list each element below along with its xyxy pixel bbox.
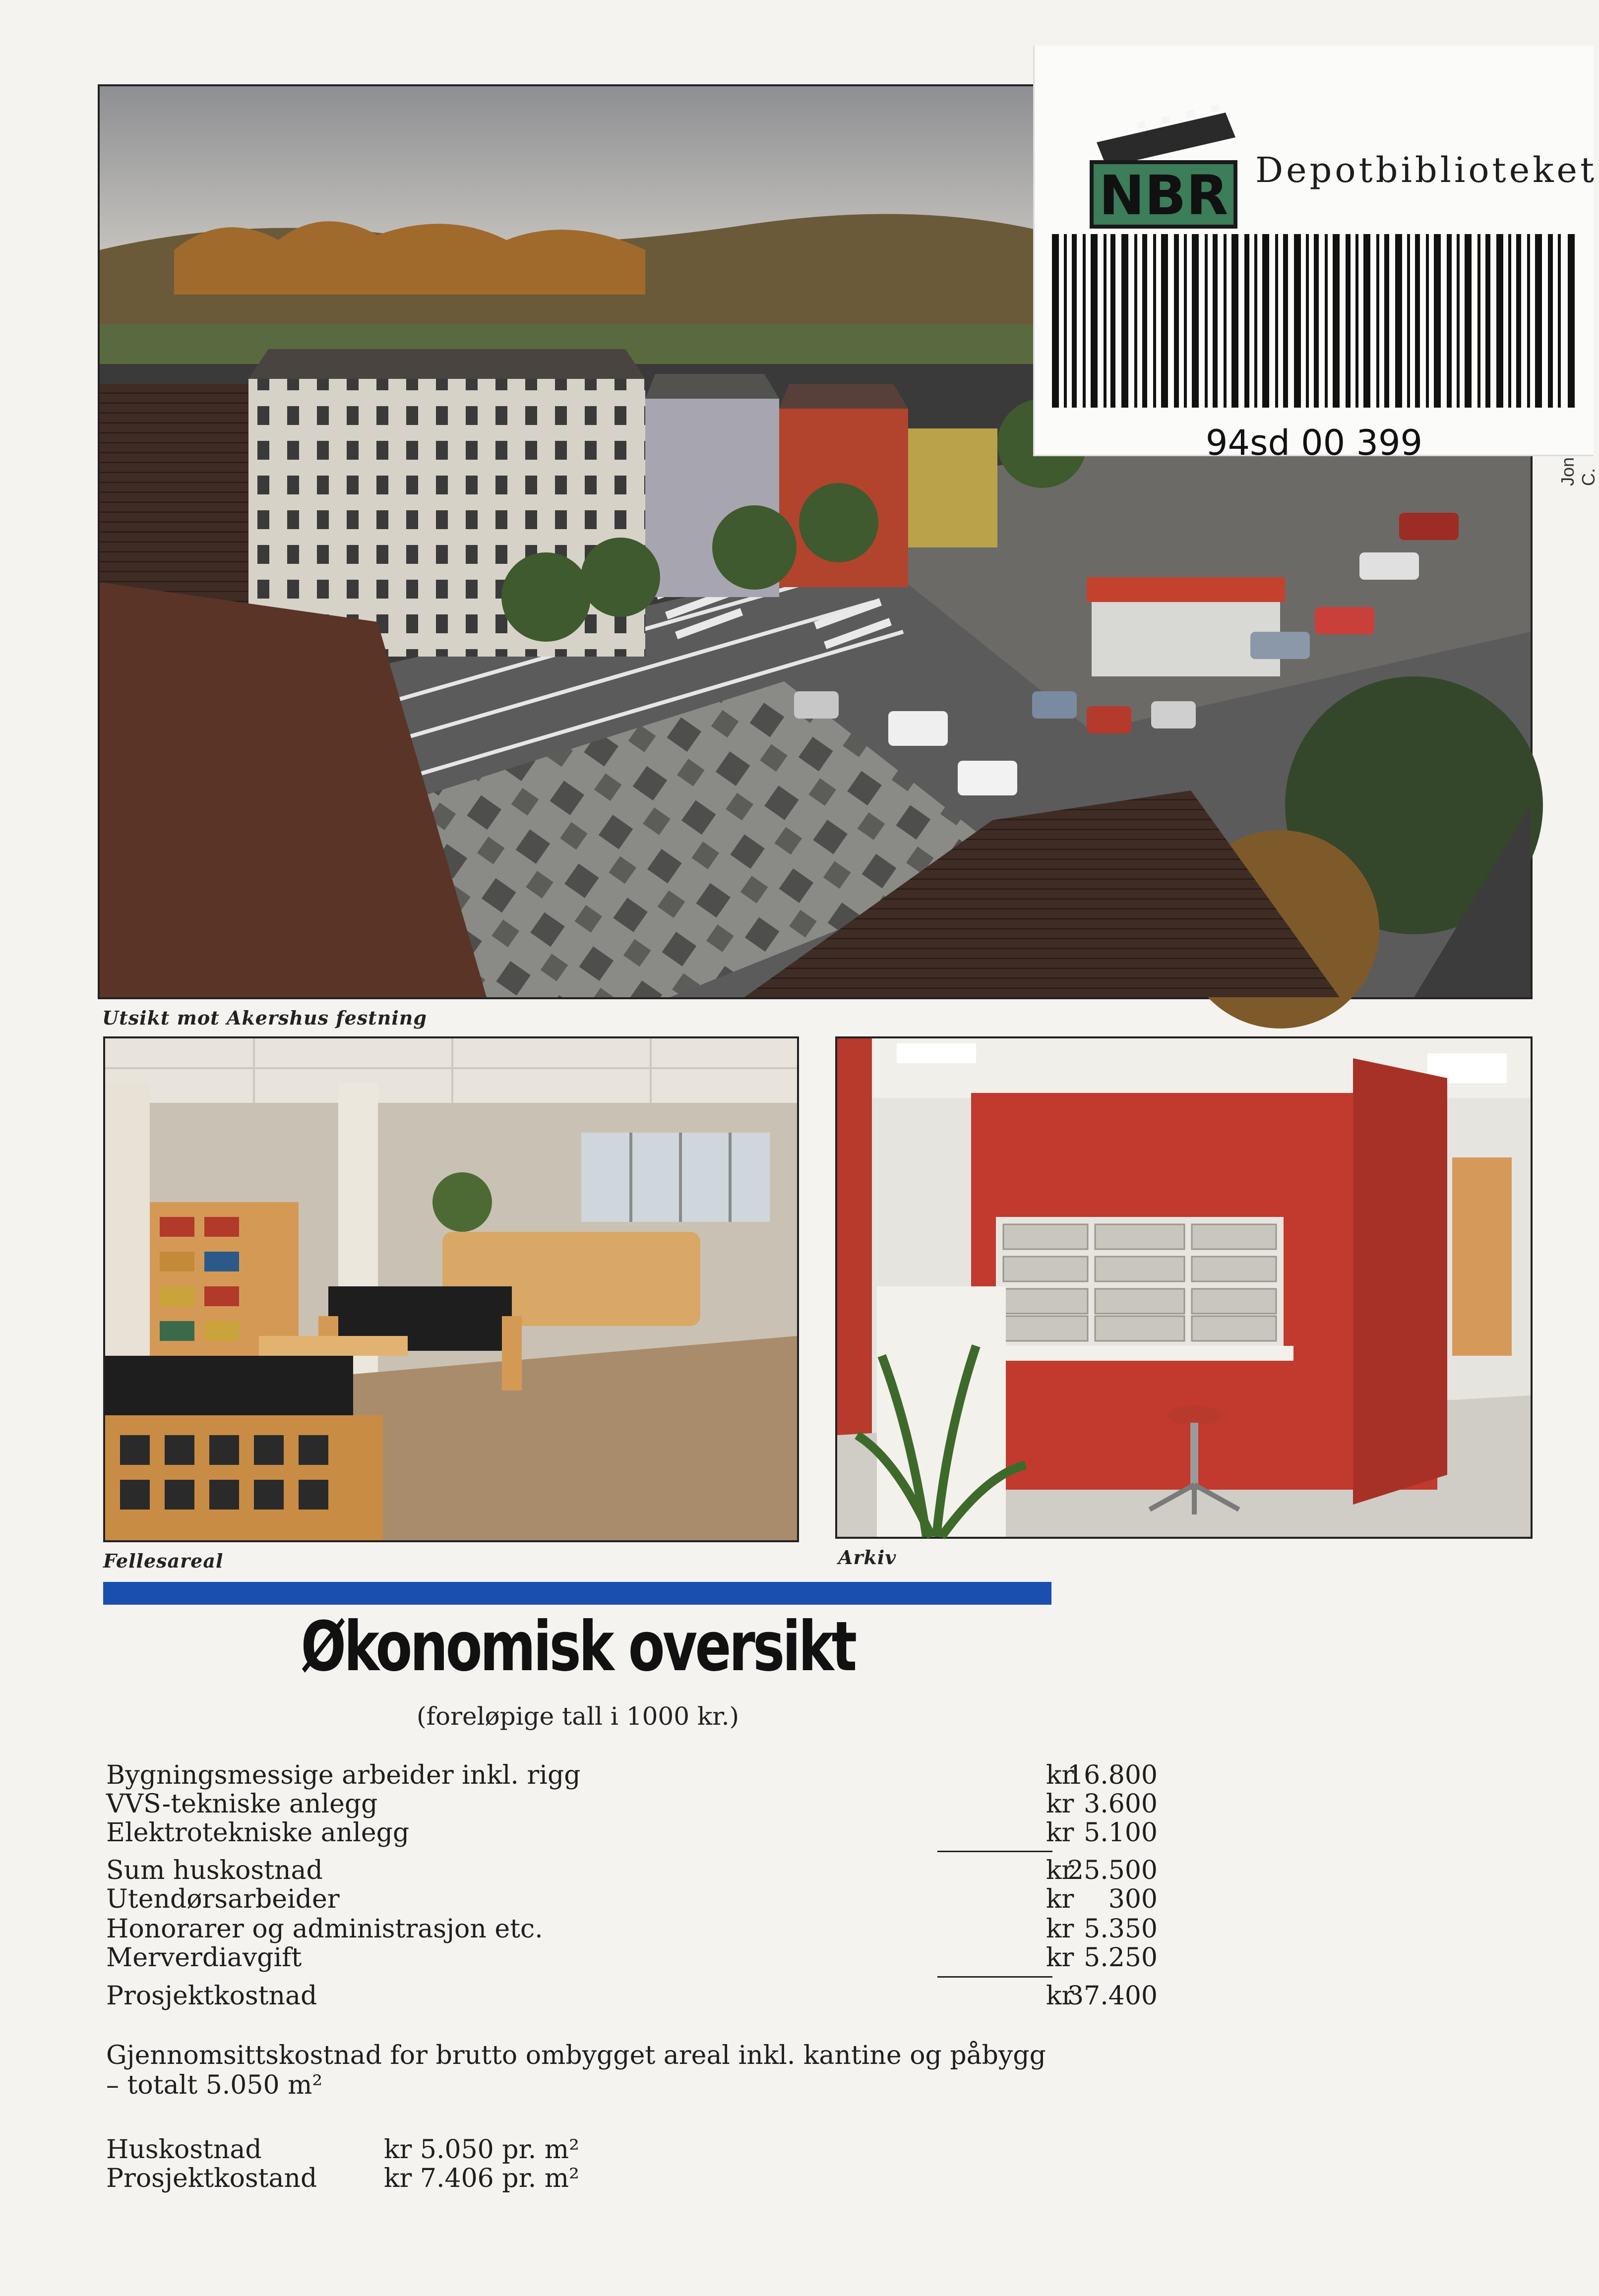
nbr-logo-text: NBR — [1099, 164, 1229, 227]
section-title: Økonomisk oversikt — [301, 1607, 855, 1687]
cost-row — [106, 1914, 1158, 1944]
caption-city: Utsikt mot Akershus festning — [102, 1007, 427, 1029]
cost-row — [106, 1943, 1158, 1973]
cost-currency: kr — [1046, 1981, 1074, 2011]
cost-row — [106, 1818, 1158, 1848]
cost-label: Merverdiavgift — [106, 1943, 302, 1973]
subtotal-rule — [937, 1851, 1052, 1852]
barcode-number: 94sd 00 399 — [1205, 423, 1423, 463]
average-cost-note: Gjennomsittskostnad for brutto ombygget areal inkl. kantine og påbygg – totalt 5.050 m² — [106, 2041, 1046, 2100]
cost-value: 5.350 — [1084, 1914, 1158, 1944]
unit-cost-value: kr 5.050 pr. m² — [384, 2135, 579, 2165]
cost-value: 16.800 — [1067, 1760, 1158, 1790]
cost-currency: kr — [1046, 1818, 1074, 1848]
cost-value: 5.250 — [1084, 1943, 1158, 1973]
cost-row — [106, 1884, 1158, 1914]
cost-label: Elektrotekniske anlegg — [106, 1818, 410, 1848]
nbr-logo — [1077, 83, 1255, 242]
cost-value: 300 — [1108, 1884, 1158, 1914]
photo-credit: Jon C. — [1557, 457, 1599, 486]
cost-value: 37.400 — [1067, 1981, 1158, 2011]
cost-label: VVS-tekniske anlegg — [106, 1789, 378, 1819]
cost-row — [106, 1760, 1158, 1790]
total-rule — [937, 1976, 1052, 1978]
cost-label: Utendørsarbeider — [106, 1884, 340, 1914]
unit-cost-label: Prosjektkostand — [106, 2164, 317, 2193]
unit-cost-label: Huskostnad — [106, 2135, 262, 2165]
cost-row — [106, 1981, 1158, 2011]
cost-currency: kr — [1046, 1789, 1074, 1819]
depot-library-name: Depotbiblioteket — [1255, 150, 1598, 190]
common-area-photo — [103, 1036, 799, 1542]
common-area-illustration — [105, 1038, 797, 1540]
cost-currency: kr — [1046, 1760, 1074, 1790]
caption-archive: Arkiv — [838, 1546, 897, 1569]
library-label — [1033, 46, 1598, 463]
cost-value: 5.100 — [1084, 1818, 1158, 1848]
cost-label: Sum huskostnad — [106, 1856, 323, 1885]
unit-cost-value: kr 7.406 pr. m² — [384, 2164, 579, 2193]
cost-currency: kr — [1046, 1856, 1074, 1885]
archive-illustration — [837, 1038, 1531, 1537]
cost-currency: kr — [1046, 1914, 1074, 1944]
cost-value: 25.500 — [1067, 1856, 1158, 1885]
section-subtitle: (foreløpige tall i 1000 kr.) — [416, 1702, 739, 1731]
barcode — [1052, 234, 1578, 408]
section-divider-bar — [103, 1582, 1051, 1605]
archive-photo — [835, 1036, 1533, 1539]
cost-label: Bygningsmessige arbeider inkl. rigg — [106, 1760, 581, 1790]
cost-label: Honorarer og administrasjon etc. — [106, 1914, 543, 1944]
cost-currency: kr — [1046, 1884, 1074, 1914]
cost-currency: kr — [1046, 1943, 1074, 1973]
cost-value: 3.600 — [1084, 1789, 1158, 1819]
cost-row — [106, 1856, 1158, 1885]
caption-common-area: Fellesareal — [103, 1550, 224, 1572]
cost-row — [106, 1789, 1158, 1819]
cost-label: Prosjektkostnad — [106, 1981, 317, 2011]
